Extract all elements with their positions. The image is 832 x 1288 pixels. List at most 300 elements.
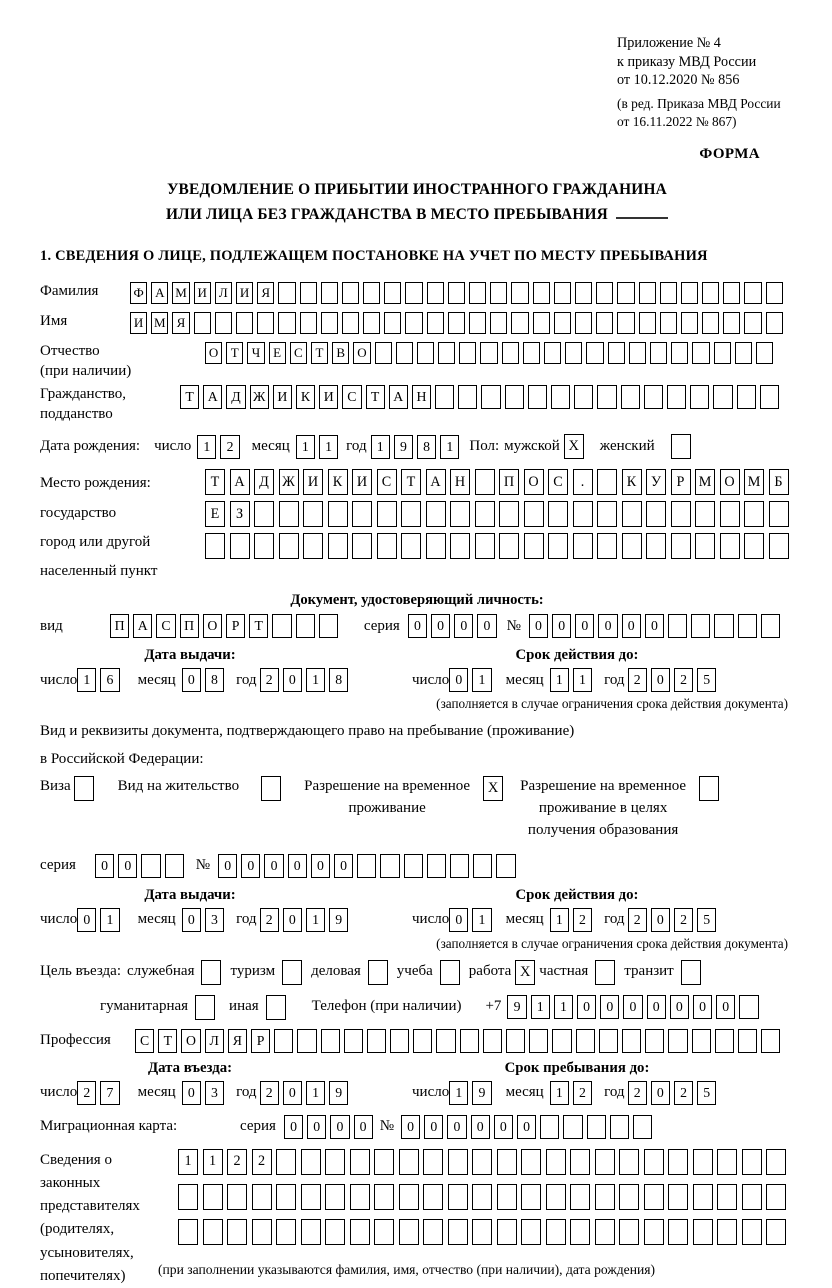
form-cell[interactable]	[405, 312, 422, 334]
form-cell[interactable]	[496, 854, 515, 878]
form-cell[interactable]	[587, 1115, 606, 1139]
form-cell[interactable]: Ч	[247, 342, 264, 364]
form-cell[interactable]: Ж	[250, 385, 269, 409]
form-cell[interactable]	[390, 1029, 409, 1053]
visa-checkbox[interactable]	[74, 776, 94, 801]
form-cell[interactable]: 3	[205, 908, 224, 932]
form-cell[interactable]: 1	[197, 435, 216, 459]
form-cell[interactable]	[459, 342, 476, 364]
form-cell[interactable]: 0	[494, 1115, 513, 1139]
form-cell[interactable]: Д	[226, 385, 245, 409]
form-cell[interactable]	[735, 342, 752, 364]
form-cell[interactable]	[342, 312, 359, 334]
form-cell[interactable]	[472, 1149, 492, 1175]
form-cell[interactable]: 1	[449, 1081, 468, 1105]
form-cell[interactable]: 2	[573, 908, 592, 932]
form-cell[interactable]	[546, 1219, 566, 1245]
form-cell[interactable]	[713, 385, 732, 409]
form-cell[interactable]	[450, 533, 470, 559]
form-cell[interactable]	[352, 501, 372, 527]
form-cell[interactable]: Т	[401, 469, 421, 495]
form-cell[interactable]: 2	[628, 668, 647, 692]
form-cell[interactable]	[633, 1115, 652, 1139]
form-cell[interactable]	[551, 385, 570, 409]
form-cell[interactable]	[448, 312, 465, 334]
form-cell[interactable]	[761, 1029, 780, 1053]
form-cell[interactable]: 5	[697, 1081, 716, 1105]
form-cell[interactable]: 1	[306, 1081, 325, 1105]
form-cell[interactable]	[524, 533, 544, 559]
form-cell[interactable]: 0	[647, 995, 666, 1019]
form-cell[interactable]	[374, 1184, 394, 1210]
form-cell[interactable]	[739, 995, 758, 1019]
form-cell[interactable]	[276, 1184, 296, 1210]
form-cell[interactable]: 2	[260, 668, 279, 692]
form-cell[interactable]	[766, 282, 783, 304]
form-cell[interactable]	[401, 501, 421, 527]
form-cell[interactable]: 9	[329, 1081, 348, 1105]
form-cell[interactable]	[178, 1184, 198, 1210]
form-cell[interactable]: М	[172, 282, 189, 304]
form-cell[interactable]	[328, 501, 348, 527]
form-cell[interactable]: 0	[447, 1115, 466, 1139]
form-cell[interactable]	[766, 1184, 786, 1210]
form-cell[interactable]	[278, 282, 295, 304]
form-cell[interactable]	[596, 312, 613, 334]
form-cell[interactable]	[617, 312, 634, 334]
form-cell[interactable]	[766, 1219, 786, 1245]
form-cell[interactable]	[523, 342, 540, 364]
form-cell[interactable]	[417, 342, 434, 364]
form-cell[interactable]	[690, 385, 709, 409]
form-cell[interactable]	[570, 1184, 590, 1210]
form-cell[interactable]	[469, 282, 486, 304]
form-cell[interactable]	[521, 1219, 541, 1245]
form-cell[interactable]	[639, 282, 656, 304]
form-cell[interactable]: 0	[118, 854, 137, 878]
form-cell[interactable]: И	[352, 469, 372, 495]
form-cell[interactable]: 1	[296, 435, 315, 459]
form-cell[interactable]	[597, 469, 617, 495]
form-cell[interactable]	[490, 282, 507, 304]
form-cell[interactable]: 0	[288, 854, 307, 878]
form-cell[interactable]: К	[328, 469, 348, 495]
form-cell[interactable]	[497, 1219, 517, 1245]
form-cell[interactable]: 0	[424, 1115, 443, 1139]
form-cell[interactable]	[761, 614, 780, 638]
form-cell[interactable]	[693, 1219, 713, 1245]
purpose-business-checkbox[interactable]	[368, 960, 388, 985]
form-cell[interactable]: 1	[306, 908, 325, 932]
form-cell[interactable]	[717, 1184, 737, 1210]
form-cell[interactable]: У	[646, 469, 666, 495]
form-cell[interactable]: Я	[257, 282, 274, 304]
form-cell[interactable]	[203, 1219, 223, 1245]
form-cell[interactable]: 9	[472, 1081, 491, 1105]
form-cell[interactable]: 2	[674, 668, 693, 692]
form-cell[interactable]	[499, 501, 519, 527]
form-cell[interactable]	[472, 1219, 492, 1245]
form-cell[interactable]	[715, 1029, 734, 1053]
form-cell[interactable]	[399, 1184, 419, 1210]
form-cell[interactable]	[254, 533, 274, 559]
form-cell[interactable]: 0	[283, 908, 302, 932]
form-cell[interactable]: С	[377, 469, 397, 495]
form-cell[interactable]: 0	[651, 668, 670, 692]
form-cell[interactable]: .	[573, 469, 593, 495]
form-cell[interactable]	[300, 282, 317, 304]
form-cell[interactable]	[554, 282, 571, 304]
form-cell[interactable]	[756, 342, 773, 364]
form-cell[interactable]	[570, 1149, 590, 1175]
form-cell[interactable]: А	[203, 385, 222, 409]
form-cell[interactable]: П	[499, 469, 519, 495]
form-cell[interactable]	[205, 533, 225, 559]
form-cell[interactable]	[691, 614, 710, 638]
form-cell[interactable]	[475, 501, 495, 527]
form-cell[interactable]	[546, 1149, 566, 1175]
form-cell[interactable]	[546, 1184, 566, 1210]
form-cell[interactable]	[693, 1184, 713, 1210]
form-cell[interactable]	[668, 614, 687, 638]
form-cell[interactable]	[622, 501, 642, 527]
form-cell[interactable]	[480, 342, 497, 364]
form-cell[interactable]: И	[236, 282, 253, 304]
form-cell[interactable]	[573, 501, 593, 527]
form-cell[interactable]	[760, 385, 779, 409]
form-cell[interactable]: 0	[330, 1115, 349, 1139]
form-cell[interactable]: 1	[77, 668, 96, 692]
form-cell[interactable]	[423, 1149, 443, 1175]
form-cell[interactable]	[344, 1029, 363, 1053]
form-cell[interactable]: 0	[218, 854, 237, 878]
form-cell[interactable]	[671, 533, 691, 559]
form-cell[interactable]: 8	[329, 668, 348, 692]
form-cell[interactable]	[165, 854, 184, 878]
form-cell[interactable]	[413, 1029, 432, 1053]
temp-residence-edu-checkbox[interactable]	[699, 776, 719, 801]
form-cell[interactable]	[374, 1149, 394, 1175]
form-cell[interactable]	[328, 533, 348, 559]
form-cell[interactable]	[533, 312, 550, 334]
form-cell[interactable]: 0	[401, 1115, 420, 1139]
form-cell[interactable]: Л	[205, 1029, 224, 1053]
form-cell[interactable]	[695, 501, 715, 527]
form-cell[interactable]	[377, 501, 397, 527]
form-cell[interactable]	[650, 342, 667, 364]
form-cell[interactable]	[644, 1149, 664, 1175]
form-cell[interactable]: Л	[215, 282, 232, 304]
form-cell[interactable]	[744, 312, 761, 334]
form-cell[interactable]: Я	[228, 1029, 247, 1053]
form-cell[interactable]: О	[205, 342, 222, 364]
sex-female-checkbox[interactable]	[671, 434, 691, 459]
form-cell[interactable]	[511, 282, 528, 304]
form-cell[interactable]	[646, 533, 666, 559]
form-cell[interactable]: Т	[180, 385, 199, 409]
form-cell[interactable]: 0	[182, 1081, 201, 1105]
form-cell[interactable]	[660, 282, 677, 304]
form-cell[interactable]	[505, 385, 524, 409]
form-cell[interactable]	[321, 1029, 340, 1053]
form-cell[interactable]: И	[319, 385, 338, 409]
form-cell[interactable]	[297, 1029, 316, 1053]
form-cell[interactable]	[737, 385, 756, 409]
form-cell[interactable]	[714, 614, 733, 638]
form-cell[interactable]: 2	[220, 435, 239, 459]
form-cell[interactable]	[769, 501, 789, 527]
form-cell[interactable]: 1	[472, 908, 491, 932]
form-cell[interactable]	[303, 501, 323, 527]
form-cell[interactable]: 2	[252, 1149, 272, 1175]
form-cell[interactable]	[227, 1219, 247, 1245]
form-cell[interactable]	[252, 1184, 272, 1210]
form-cell[interactable]: 2	[77, 1081, 96, 1105]
form-cell[interactable]	[617, 282, 634, 304]
form-cell[interactable]: 2	[573, 1081, 592, 1105]
form-cell[interactable]	[319, 614, 338, 638]
form-cell[interactable]	[227, 1184, 247, 1210]
form-cell[interactable]: 0	[431, 614, 450, 638]
form-cell[interactable]	[511, 312, 528, 334]
form-cell[interactable]	[597, 533, 617, 559]
form-cell[interactable]	[644, 385, 663, 409]
form-cell[interactable]	[742, 1219, 762, 1245]
form-cell[interactable]	[533, 282, 550, 304]
form-cell[interactable]: 0	[307, 1115, 326, 1139]
form-cell[interactable]: Т	[249, 614, 268, 638]
form-cell[interactable]	[502, 342, 519, 364]
form-cell[interactable]	[448, 1219, 468, 1245]
form-cell[interactable]	[660, 312, 677, 334]
form-cell[interactable]: В	[332, 342, 349, 364]
form-cell[interactable]	[596, 282, 613, 304]
form-cell[interactable]: 1	[550, 668, 569, 692]
form-cell[interactable]: А	[426, 469, 446, 495]
form-cell[interactable]: И	[130, 312, 147, 334]
form-cell[interactable]: Ж	[279, 469, 299, 495]
form-cell[interactable]: 0	[241, 854, 260, 878]
purpose-transit-checkbox[interactable]	[681, 960, 701, 985]
form-cell[interactable]	[301, 1219, 321, 1245]
form-cell[interactable]: 2	[674, 908, 693, 932]
form-cell[interactable]: 0	[311, 854, 330, 878]
form-cell[interactable]: 1	[573, 668, 592, 692]
form-cell[interactable]: С	[156, 614, 175, 638]
form-cell[interactable]: А	[230, 469, 250, 495]
form-cell[interactable]	[766, 312, 783, 334]
form-cell[interactable]: 2	[628, 1081, 647, 1105]
form-cell[interactable]: 0	[575, 614, 594, 638]
form-cell[interactable]	[427, 312, 444, 334]
form-cell[interactable]	[575, 312, 592, 334]
form-cell[interactable]	[350, 1184, 370, 1210]
form-cell[interactable]: 1	[531, 995, 550, 1019]
form-cell[interactable]: 9	[329, 908, 348, 932]
form-cell[interactable]	[619, 1184, 639, 1210]
form-cell[interactable]	[272, 614, 291, 638]
form-cell[interactable]	[301, 1184, 321, 1210]
form-cell[interactable]	[473, 854, 492, 878]
form-cell[interactable]	[301, 1149, 321, 1175]
form-cell[interactable]: Р	[226, 614, 245, 638]
form-cell[interactable]	[399, 1219, 419, 1245]
form-cell[interactable]	[274, 1029, 293, 1053]
form-cell[interactable]: 0	[517, 1115, 536, 1139]
form-cell[interactable]: Р	[671, 469, 691, 495]
form-cell[interactable]	[563, 1115, 582, 1139]
form-cell[interactable]	[595, 1149, 615, 1175]
form-cell[interactable]	[595, 1184, 615, 1210]
form-cell[interactable]	[194, 312, 211, 334]
form-cell[interactable]	[300, 312, 317, 334]
form-cell[interactable]: 1	[440, 435, 459, 459]
form-cell[interactable]	[254, 501, 274, 527]
form-cell[interactable]	[552, 1029, 571, 1053]
form-cell[interactable]	[565, 342, 582, 364]
form-cell[interactable]: 9	[507, 995, 526, 1019]
form-cell[interactable]	[629, 342, 646, 364]
form-cell[interactable]: О	[353, 342, 370, 364]
form-cell[interactable]	[279, 501, 299, 527]
form-cell[interactable]	[475, 469, 495, 495]
form-cell[interactable]	[399, 1149, 419, 1175]
form-cell[interactable]: 0	[283, 1081, 302, 1105]
form-cell[interactable]: 0	[693, 995, 712, 1019]
form-cell[interactable]	[296, 614, 315, 638]
form-cell[interactable]: 0	[408, 614, 427, 638]
form-cell[interactable]: 0	[651, 1081, 670, 1105]
form-cell[interactable]	[702, 312, 719, 334]
form-cell[interactable]	[363, 282, 380, 304]
form-cell[interactable]	[481, 385, 500, 409]
form-cell[interactable]	[506, 1029, 525, 1053]
form-cell[interactable]	[528, 385, 547, 409]
form-cell[interactable]	[554, 312, 571, 334]
form-cell[interactable]	[639, 312, 656, 334]
form-cell[interactable]: 1	[306, 668, 325, 692]
form-cell[interactable]: Е	[269, 342, 286, 364]
form-cell[interactable]	[357, 854, 376, 878]
form-cell[interactable]: З	[230, 501, 250, 527]
form-cell[interactable]: Д	[254, 469, 274, 495]
form-cell[interactable]: 3	[205, 1081, 224, 1105]
form-cell[interactable]	[714, 342, 731, 364]
form-cell[interactable]	[203, 1184, 223, 1210]
form-cell[interactable]: 1	[550, 908, 569, 932]
form-cell[interactable]: Т	[158, 1029, 177, 1053]
form-cell[interactable]	[384, 282, 401, 304]
form-cell[interactable]	[483, 1029, 502, 1053]
form-cell[interactable]	[375, 342, 392, 364]
form-cell[interactable]: К	[296, 385, 315, 409]
form-cell[interactable]: 2	[260, 1081, 279, 1105]
form-cell[interactable]: Ф	[130, 282, 147, 304]
form-cell[interactable]	[667, 385, 686, 409]
form-cell[interactable]	[472, 1184, 492, 1210]
form-cell[interactable]	[325, 1184, 345, 1210]
form-cell[interactable]	[597, 385, 616, 409]
form-cell[interactable]	[744, 501, 764, 527]
form-cell[interactable]	[380, 854, 399, 878]
form-cell[interactable]: 1	[371, 435, 390, 459]
form-cell[interactable]	[303, 533, 323, 559]
purpose-work-checkbox[interactable]: X	[515, 960, 535, 985]
form-cell[interactable]: 7	[100, 1081, 119, 1105]
form-cell[interactable]	[717, 1149, 737, 1175]
form-cell[interactable]	[521, 1149, 541, 1175]
form-cell[interactable]	[469, 312, 486, 334]
form-cell[interactable]	[490, 312, 507, 334]
form-cell[interactable]: 1	[472, 668, 491, 692]
form-cell[interactable]	[610, 1115, 629, 1139]
form-cell[interactable]	[448, 1184, 468, 1210]
form-cell[interactable]: С	[290, 342, 307, 364]
form-cell[interactable]	[215, 312, 232, 334]
form-cell[interactable]	[499, 533, 519, 559]
form-cell[interactable]: 0	[95, 854, 114, 878]
form-cell[interactable]	[352, 533, 372, 559]
form-cell[interactable]	[178, 1219, 198, 1245]
form-cell[interactable]	[622, 1029, 641, 1053]
form-cell[interactable]: 0	[182, 908, 201, 932]
form-cell[interactable]: 0	[577, 995, 596, 1019]
form-cell[interactable]	[450, 501, 470, 527]
form-cell[interactable]	[141, 854, 160, 878]
form-cell[interactable]	[377, 533, 397, 559]
form-cell[interactable]	[524, 501, 544, 527]
purpose-other-checkbox[interactable]	[266, 995, 286, 1020]
form-cell[interactable]: 6	[100, 668, 119, 692]
form-cell[interactable]	[438, 342, 455, 364]
form-cell[interactable]	[276, 1149, 296, 1175]
form-cell[interactable]	[276, 1219, 296, 1245]
form-cell[interactable]	[350, 1219, 370, 1245]
form-cell[interactable]	[374, 1219, 394, 1245]
form-cell[interactable]	[723, 282, 740, 304]
form-cell[interactable]	[436, 1029, 455, 1053]
form-cell[interactable]	[644, 1184, 664, 1210]
form-cell[interactable]	[646, 501, 666, 527]
purpose-humanitarian-checkbox[interactable]	[195, 995, 215, 1020]
form-cell[interactable]	[717, 1219, 737, 1245]
form-cell[interactable]	[325, 1149, 345, 1175]
form-cell[interactable]: Т	[226, 342, 243, 364]
form-cell[interactable]	[574, 385, 593, 409]
form-cell[interactable]: 0	[477, 614, 496, 638]
form-cell[interactable]: 0	[449, 908, 468, 932]
form-cell[interactable]	[744, 282, 761, 304]
form-cell[interactable]	[367, 1029, 386, 1053]
form-cell[interactable]: 0	[284, 1115, 303, 1139]
form-cell[interactable]	[668, 1219, 688, 1245]
form-cell[interactable]: 0	[651, 908, 670, 932]
form-cell[interactable]: К	[622, 469, 642, 495]
form-cell[interactable]	[350, 1149, 370, 1175]
form-cell[interactable]	[384, 312, 401, 334]
form-cell[interactable]	[475, 533, 495, 559]
form-cell[interactable]	[405, 282, 422, 304]
form-cell[interactable]: М	[151, 312, 168, 334]
form-cell[interactable]: 0	[716, 995, 735, 1019]
form-cell[interactable]	[692, 342, 709, 364]
form-cell[interactable]	[644, 1219, 664, 1245]
form-cell[interactable]: 0	[182, 668, 201, 692]
purpose-official-checkbox[interactable]	[201, 960, 221, 985]
form-cell[interactable]	[619, 1149, 639, 1175]
form-cell[interactable]	[396, 342, 413, 364]
form-cell[interactable]	[278, 312, 295, 334]
